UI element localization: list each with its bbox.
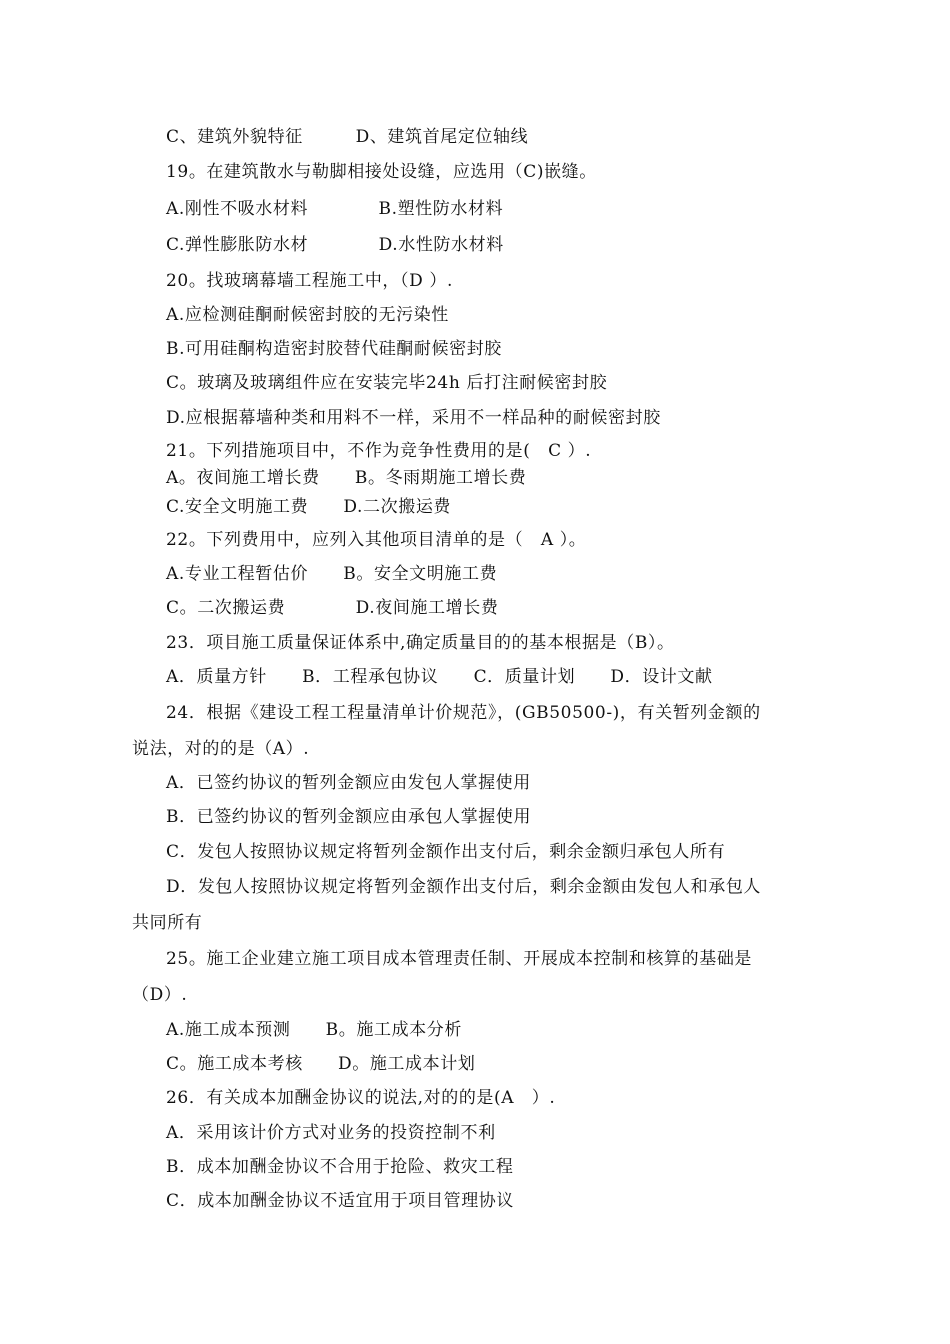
text-line: C.弹性膨胀防水材 D.水性防水材料 xyxy=(166,235,504,255)
text-line: C。二次搬运费 D.夜间施工增长费 xyxy=(166,598,499,618)
text-line: C。施工成本考核 D。施工成本计划 xyxy=(166,1054,476,1074)
text-line: A．已签约协议的暂列金额应由发包人掌握使用 xyxy=(166,773,531,793)
question-26: 26．有关成本加酬金协议的说法,对的的是(A ）. xyxy=(166,1088,556,1108)
question-21: 21。下列措施项目中，不作为竞争性费用的是( C ）. xyxy=(166,441,592,461)
question-22: 22。下列费用中，应列入其他项目清单的是（ A ）。 xyxy=(166,530,587,550)
text-line: B.可用硅酮构造密封胶替代硅酮耐候密封胶 xyxy=(166,339,502,359)
text-line: C、建筑外貌特征 D、建筑首尾定位轴线 xyxy=(166,127,529,147)
text-line: C。玻璃及玻璃组件应在安装完毕24h 后打注耐候密封胶 xyxy=(166,373,608,393)
question-24: 24．根据《建设工程工程量清单计价规范》，(GB50500-)，有关暂列金额的 xyxy=(166,703,761,723)
text-line: A。夜间施工增长费 B。冬雨期施工增长费 xyxy=(166,468,527,488)
text-line: 说法，对的的是（A）. xyxy=(132,739,310,759)
text-line: A.专业工程暂估价 B。安全文明施工费 xyxy=(166,564,498,584)
text-line: D．发包人按照协议规定将暂列金额作出支付后，剩余金额由发包人和承包人 xyxy=(166,877,762,897)
text-line: （D）. xyxy=(132,985,188,1005)
text-line: D.应根据幕墙种类和用料不一样，采用不一样品种的耐候密封胶 xyxy=(166,408,661,428)
text-line: 共同所有 xyxy=(132,913,203,933)
question-19: 19。在建筑散水与勒脚相接处设缝，应选用（C)嵌缝。 xyxy=(166,162,597,182)
text-line: A.应检测硅酮耐候密封胶的无污染性 xyxy=(166,305,449,325)
question-25: 25。施工企业建立施工项目成本管理责任制、开展成本控制和核算的基础是 xyxy=(166,949,753,969)
text-line: C．成本加酬金协议不适宜用于项目管理协议 xyxy=(166,1191,515,1211)
question-23: 23．项目施工质量保证体系中,确定质量目的的基本根据是（B）。 xyxy=(166,633,675,653)
text-line: C.安全文明施工费 D.二次搬运费 xyxy=(166,497,452,517)
question-20: 20。找玻璃幕墙工程施工中，（D ）. xyxy=(166,271,453,291)
text-line: A．质量方针 B．工程承包协议 C．质量计划 D．设计文献 xyxy=(166,667,713,687)
text-line: B．已签约协议的暂列金额应由承包人掌握使用 xyxy=(166,807,532,827)
text-line: A．采用该计价方式对业务的投资控制不利 xyxy=(166,1123,496,1143)
text-line: C．发包人按照协议规定将暂列金额作出支付后，剩余金额归承包人所有 xyxy=(166,842,726,862)
text-line: A.施工成本预测 B。施工成本分析 xyxy=(166,1020,462,1040)
text-line: B．成本加酬金协议不合用于抢险、救灾工程 xyxy=(166,1157,514,1177)
text-line: A.刚性不吸水材料 B.塑性防水材料 xyxy=(166,199,504,219)
